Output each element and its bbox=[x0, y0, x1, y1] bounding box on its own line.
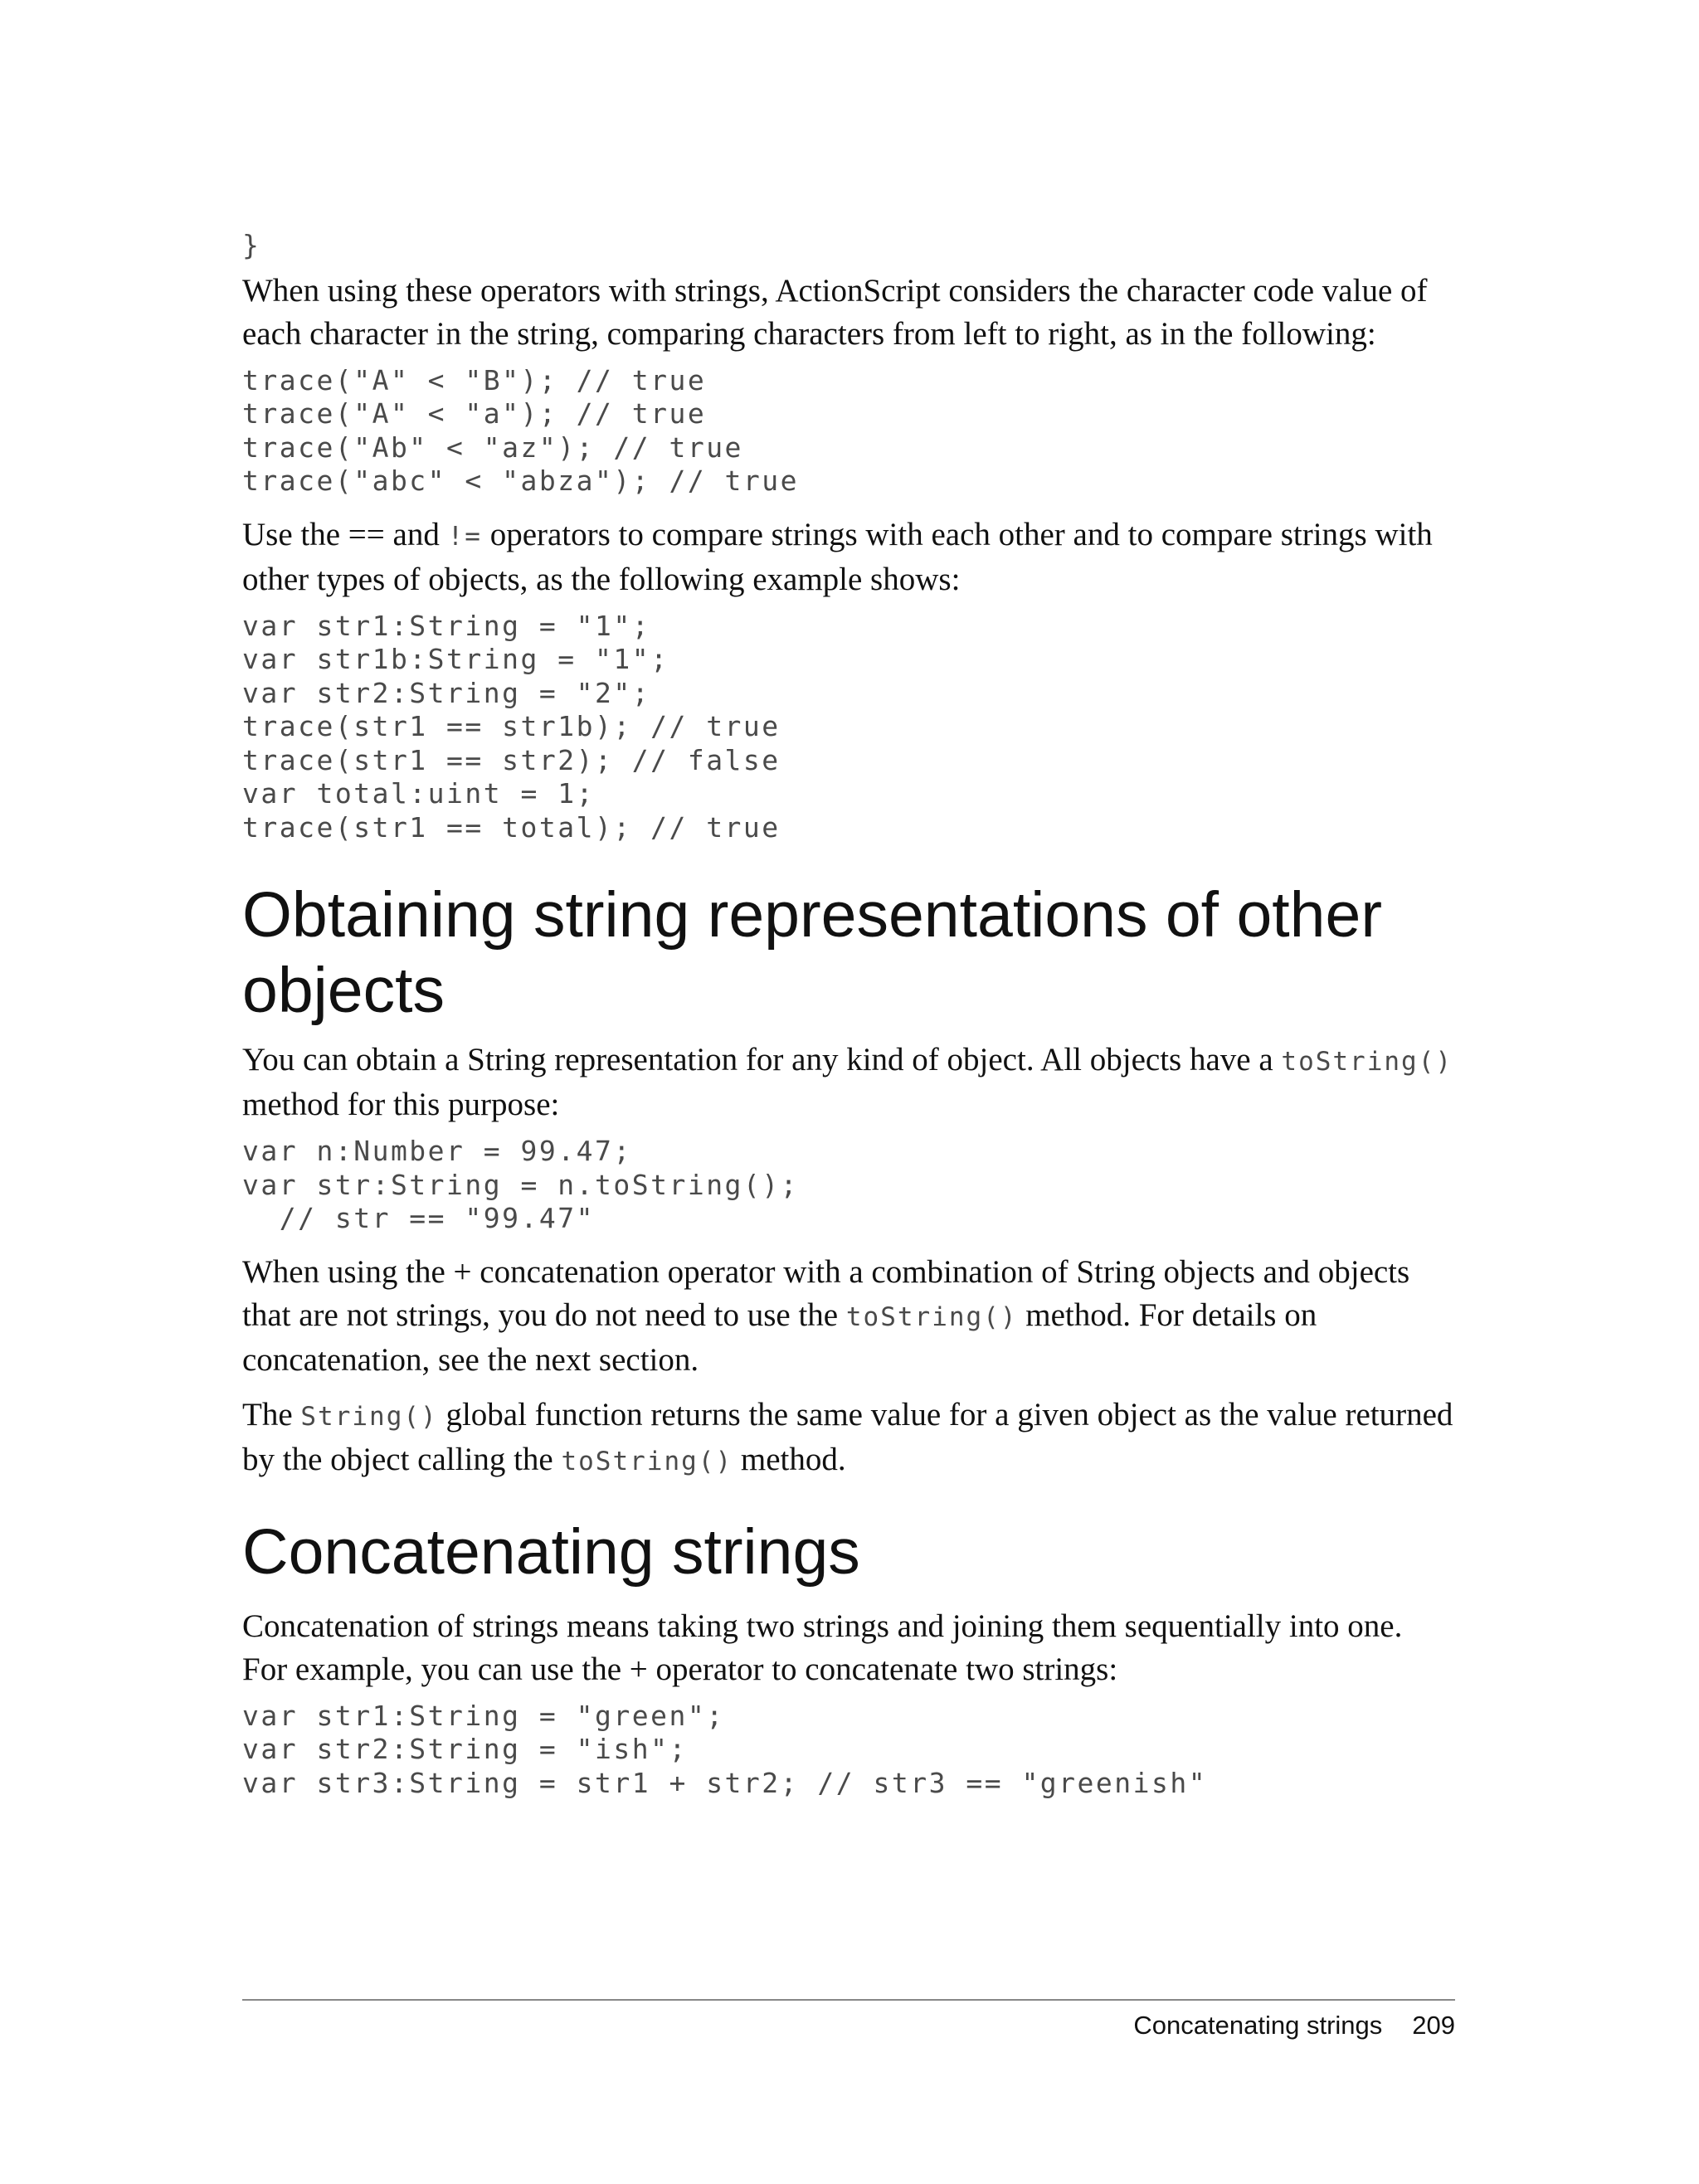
heading-obtaining-string-representations: Obtaining string representations of other objects bbox=[242, 879, 1382, 1026]
paragraph-equality-operators: Use the == and != operators to compare strings with each other and to compare strings with other types of objects, as the following example shows: bbox=[242, 516, 1433, 597]
code-block-closing-brace: } bbox=[242, 229, 261, 261]
inline-code: String() bbox=[300, 1401, 438, 1432]
paragraph-string-global-function: The String() global function returns the same value for a given object as the value returned by the object calling the toString() method. bbox=[242, 1396, 1453, 1477]
footer-section-title: Concatenating strings bbox=[1133, 2011, 1383, 2040]
page-content bbox=[242, 229, 1455, 1800]
inline-code: toString() bbox=[845, 1301, 1018, 1332]
paragraph-tostring-intro: You can obtain a String representation for any kind of object. All objects have a toString() method for this purpose: bbox=[242, 1042, 1453, 1122]
code-block-concatenation-example: var str1:String = "green"; var str2:String = "ish"; var str3:String = str1 + str2; // str3 == "greenish" bbox=[242, 1699, 1208, 1799]
footer-divider bbox=[242, 1999, 1455, 2001]
code-block-equality-examples: var str1:String = "1"; var str1b:String = "1"; var str2:String = "2"; trace(str1 == str1b); // true trace(str1 == str2); // false var total:uint = 1; trace(str1 == total); // true bbox=[242, 609, 781, 844]
paragraph-concatenation-operator: When using the + concatenation operator with a combination of String objects and objects that are not strings, you do not need to use the toString() method. For details on concatenation, see the next section. bbox=[242, 1253, 1410, 1378]
page-footer bbox=[1133, 2011, 1455, 2041]
inline-code: != bbox=[447, 521, 482, 552]
inline-code: toString() bbox=[1281, 1047, 1453, 1077]
paragraph-string-comparison: When using these operators with strings, ActionScript considers the character code value of each character in the string, comparing characters from left to right, as in the following: bbox=[242, 272, 1428, 352]
inline-code: toString() bbox=[561, 1446, 733, 1476]
page-number: 209 bbox=[1412, 2011, 1455, 2040]
heading-concatenating-strings: Concatenating strings bbox=[242, 1515, 860, 1588]
code-block-tostring-example: var n:Number = 99.47; var str:String = n.toString(); // str == "99.47" bbox=[242, 1135, 800, 1234]
code-block-trace-comparisons: trace("A" < "B"); // true trace("A" < "a"); // true trace("Ab" < "az"); // true trace("abc" < "abza"); // true bbox=[242, 363, 800, 497]
paragraph-concatenation-definition: Concatenation of strings means taking two strings and joining them sequentially into one. For example, you can use the + operator to concatenate two strings: bbox=[242, 1608, 1403, 1687]
